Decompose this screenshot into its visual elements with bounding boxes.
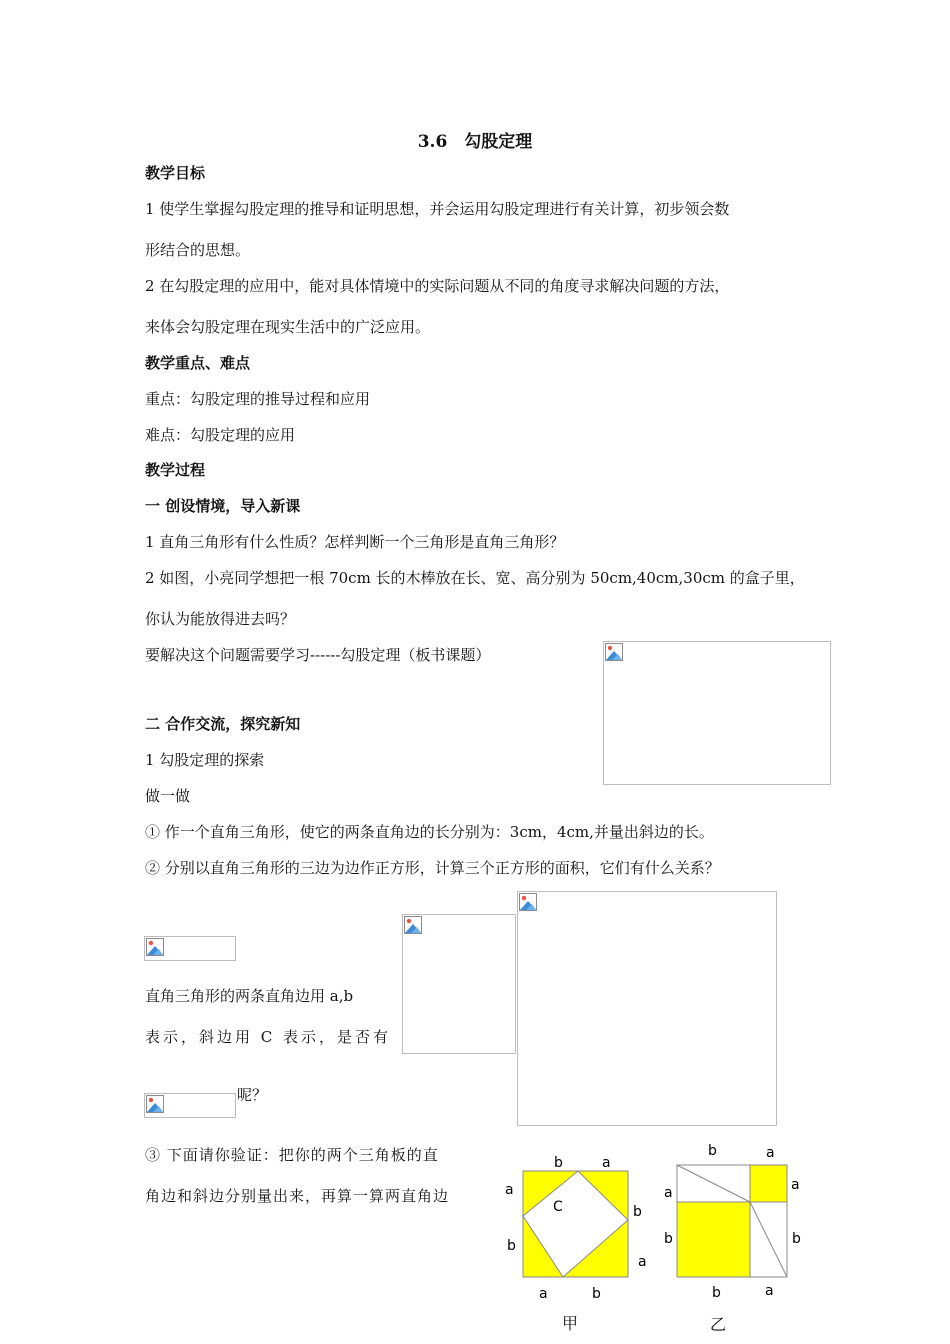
figure-b-small-square: [750, 1165, 787, 1202]
figure-a-center-label: C: [553, 1199, 563, 1215]
part-1-question-1: 1 直角三角形有什么性质？怎样判断一个三角形是直角三角形？: [145, 533, 565, 551]
goal-1-line-1: 1 使学生掌握勾股定理的推导和证明思想，并会运用勾股定理进行有关计算，初步领会数: [145, 200, 730, 218]
figure-b-bottom-label-1: b: [712, 1285, 721, 1301]
figure-b-proof-diagram: [655, 1138, 820, 1310]
figure-b-large-square: [677, 1202, 750, 1277]
figure-b-left-label-2: b: [664, 1231, 673, 1247]
page-title: 3.6 勾股定理: [417, 132, 533, 152]
goal-1-line-2: 形结合的思想。: [145, 241, 251, 259]
step-3-line-1: ③ 下面请你验证：把你的两个三角板的直: [145, 1146, 439, 1164]
figure-b-right-label-2: b: [792, 1231, 801, 1247]
part-1-intro: 要解决这个问题需要学习------勾股定理（板书课题）: [145, 646, 491, 664]
part-2-heading: 二 合作交流，探究新知: [145, 715, 301, 733]
goals-heading: 教学目标: [145, 164, 206, 182]
figure-a-left-label-2: b: [507, 1238, 516, 1254]
figure-b-left-label-1: a: [664, 1185, 673, 1201]
goal-2-line-1: 2 在勾股定理的应用中，能对具体情境中的实际问题从不同的角度寻求解决问题的方法，: [145, 277, 730, 295]
figure-a-left-label-1: a: [505, 1182, 514, 1198]
figure-a-proof-diagram: [495, 1148, 655, 1308]
formula-image-placeholder-1: [144, 936, 236, 961]
part-1-question-2-line-1: 2 如图，小亮同学想把一根 70cm 长的木棒放在长、宽、高分别为 50cm,40cm,30cm 的盒子里，: [145, 569, 805, 587]
question-line-1: 直角三角形的两条直角边用 a,b: [145, 987, 354, 1005]
question-end: 呢？: [237, 1086, 268, 1104]
figure-b-caption: 乙: [710, 1315, 727, 1334]
question-line-2: 表示，斜边用 C 表示，是否有: [145, 1028, 392, 1046]
figure-a-caption: 甲: [562, 1314, 579, 1333]
part-1-question-2-line-2: 你认为能放得进去吗？: [145, 610, 296, 628]
box-image-placeholder: [603, 641, 831, 785]
formula-image-placeholder-2: [144, 1093, 236, 1118]
do-it-label: 做一做: [145, 787, 191, 805]
figure-a-top-label-2: a: [602, 1155, 611, 1171]
figure-b-bottom-label-2: a: [765, 1283, 774, 1299]
keypoints-heading: 教学重点、难点: [145, 354, 251, 372]
part-1-heading: 一 创设情境，导入新课: [145, 497, 301, 515]
squares-image-placeholder: [517, 891, 777, 1126]
figure-b-top-label-1: b: [708, 1143, 717, 1159]
triangle-image-placeholder: [402, 914, 516, 1054]
step-3-line-2: 角边和斜边分别量出来，再算一算两直角边: [145, 1187, 450, 1205]
explore-heading: 1 勾股定理的探索: [145, 751, 265, 769]
broken-image-icon: [146, 938, 164, 956]
figure-b-right-label-1: a: [791, 1177, 800, 1193]
broken-image-icon: [605, 643, 623, 661]
step-2: ② 分别以直角三角形的三边为边作正方形，计算三个正方形的面积，它们有什么关系？: [145, 859, 720, 877]
figure-a-right-label-2: a: [638, 1254, 647, 1270]
goal-2-line-2: 来体会勾股定理在现实生活中的广泛应用。: [145, 318, 431, 336]
figure-b-top-label-2: a: [766, 1145, 775, 1161]
figure-a-bottom-label-1: a: [539, 1286, 548, 1302]
step-1: ① 作一个直角三角形，使它的两条直角边的长分别为：3cm，4cm,并量出斜边的长。: [145, 823, 714, 841]
process-heading: 教学过程: [145, 461, 206, 479]
broken-image-icon: [404, 916, 422, 934]
broken-image-icon: [146, 1095, 164, 1113]
broken-image-icon: [519, 893, 537, 911]
figure-a-bottom-label-2: b: [592, 1286, 601, 1302]
key-point: 重点：勾股定理的推导过程和应用: [145, 390, 371, 408]
difficult-point: 难点：勾股定理的应用: [145, 426, 296, 444]
figure-a-right-label-1: b: [633, 1204, 642, 1220]
figure-a-top-label-1: b: [554, 1155, 563, 1171]
